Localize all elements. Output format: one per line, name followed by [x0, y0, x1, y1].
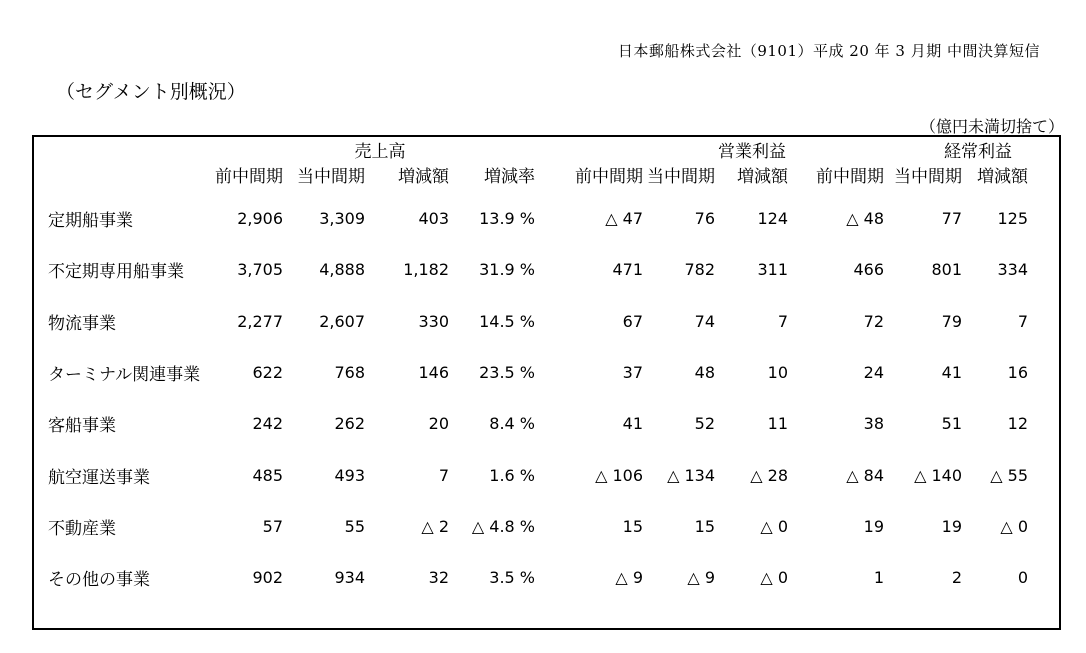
cell-o-prev: 15	[622, 516, 643, 536]
cell-o-prev: 471	[612, 260, 643, 280]
cell-o-prev: △ 47	[605, 209, 643, 229]
cell-s-prev: 622	[252, 363, 283, 383]
col-op-change: 増減額	[737, 167, 788, 187]
group-operating-income: 営業利益	[718, 142, 786, 162]
cell-s-curr: 934	[334, 568, 365, 588]
cell-o-curr: 782	[684, 260, 715, 280]
section-title: （セグメント別概況）	[56, 81, 246, 103]
segment-name: 客船事業	[48, 416, 116, 437]
cell-r-curr: 41	[941, 363, 962, 383]
cell-o-chg: 311	[757, 260, 788, 280]
cell-o-chg: △ 0	[760, 568, 788, 588]
cell-o-curr: 52	[694, 414, 715, 434]
cell-o-chg: 7	[777, 311, 788, 331]
cell-r-curr: 79	[941, 311, 962, 331]
col-sales-curr: 当中間期	[297, 167, 365, 187]
cell-s-chg: 20	[428, 414, 449, 434]
cell-r-prev: 38	[863, 414, 884, 434]
cell-r-chg: △ 55	[990, 465, 1028, 485]
cell-s-prev: 2,277	[237, 311, 283, 331]
cell-s-rate: 8.4 %	[489, 414, 535, 434]
cell-s-rate: 23.5 %	[479, 363, 535, 383]
cell-o-curr: 15	[694, 516, 715, 536]
cell-o-prev: △ 9	[615, 568, 643, 588]
cell-s-curr: 493	[334, 465, 365, 485]
cell-s-prev: 2,906	[237, 209, 283, 229]
cell-o-prev: △ 106	[595, 465, 643, 485]
table-row	[34, 347, 1059, 398]
segment-name: 物流事業	[48, 313, 116, 334]
cell-r-prev: 466	[853, 260, 884, 280]
cell-s-chg: 330	[418, 311, 449, 331]
cell-s-rate: 31.9 %	[479, 260, 535, 280]
cell-o-curr: 76	[694, 209, 715, 229]
table-row	[34, 398, 1059, 449]
cell-o-chg: △ 0	[760, 516, 788, 536]
segment-name: 定期船事業	[48, 211, 133, 232]
cell-r-prev: 1	[873, 568, 884, 588]
cell-s-chg: 32	[428, 568, 449, 588]
cell-s-curr: 262	[334, 414, 365, 434]
segment-name: その他の事業	[48, 570, 150, 591]
cell-s-prev: 485	[252, 465, 283, 485]
document-title: 日本郵船株式会社（9101）平成 20 年 3 月期 中間決算短信	[617, 42, 1040, 60]
cell-r-prev: △ 48	[846, 209, 884, 229]
col-op-curr: 当中間期	[647, 167, 715, 187]
table-row	[34, 552, 1059, 603]
cell-r-chg: 16	[1007, 363, 1028, 383]
cell-s-prev: 3,705	[237, 260, 283, 280]
cell-r-chg: 12	[1007, 414, 1028, 434]
col-sales-prev: 前中間期	[215, 167, 283, 187]
cell-s-chg: △ 2	[421, 516, 449, 536]
unit-note: （億円未満切捨て）	[919, 117, 1064, 136]
segment-name: 航空運送事業	[48, 467, 150, 488]
cell-r-curr: 2	[951, 568, 962, 588]
cell-o-chg: 124	[757, 209, 788, 229]
cell-s-chg: 1,182	[403, 260, 449, 280]
cell-r-chg: 7	[1017, 311, 1028, 331]
col-ord-curr: 当中間期	[894, 167, 962, 187]
cell-s-rate: 14.5 %	[479, 311, 535, 331]
group-ordinary-income: 経常利益	[944, 142, 1012, 162]
cell-s-curr: 4,888	[319, 260, 365, 280]
segment-table	[34, 137, 1059, 603]
cell-r-chg: 125	[997, 209, 1028, 229]
cell-s-rate: △ 4.8 %	[471, 516, 535, 536]
cell-r-curr: 801	[931, 260, 962, 280]
cell-s-curr: 768	[334, 363, 365, 383]
cell-o-chg: 10	[767, 363, 788, 383]
cell-r-prev: 24	[863, 363, 884, 383]
cell-o-curr: 48	[694, 363, 715, 383]
col-ord-change: 増減額	[977, 167, 1028, 187]
cell-r-prev: 19	[863, 516, 884, 536]
cell-s-curr: 55	[344, 516, 365, 536]
cell-o-chg: △ 28	[750, 465, 788, 485]
cell-r-chg: 334	[997, 260, 1028, 280]
segment-name: 不動産業	[48, 518, 116, 539]
cell-s-rate: 13.9 %	[479, 209, 535, 229]
segment-table-body	[34, 191, 1059, 603]
col-sales-rate: 増減率	[484, 167, 535, 187]
cell-r-curr: 19	[941, 516, 962, 536]
cell-s-curr: 3,309	[319, 209, 365, 229]
cell-o-curr: △ 9	[687, 568, 715, 588]
table-row	[34, 501, 1059, 552]
cell-r-prev: 72	[863, 311, 884, 331]
cell-s-rate: 1.6 %	[489, 465, 535, 485]
cell-r-chg: 0	[1017, 568, 1028, 588]
col-sales-change: 増減額	[398, 167, 449, 187]
cell-o-prev: 41	[622, 414, 643, 434]
group-sales: 売上高	[354, 142, 406, 162]
cell-s-chg: 7	[438, 465, 449, 485]
segment-table-frame	[32, 135, 1061, 630]
segment-name: ターミナル関連事業	[48, 365, 201, 386]
cell-r-curr: 77	[941, 209, 962, 229]
col-op-prev: 前中間期	[575, 167, 643, 187]
cell-r-curr: 51	[941, 414, 962, 434]
col-ord-prev: 前中間期	[816, 167, 884, 187]
cell-r-chg: △ 0	[1000, 516, 1028, 536]
cell-s-chg: 403	[418, 209, 449, 229]
table-row	[34, 296, 1059, 347]
cell-s-curr: 2,607	[319, 311, 365, 331]
cell-o-prev: 37	[622, 363, 643, 383]
table-row	[34, 244, 1059, 295]
table-row	[34, 449, 1059, 500]
table-row	[34, 191, 1059, 244]
cell-s-rate: 3.5 %	[489, 568, 535, 588]
cell-s-prev: 242	[252, 414, 283, 434]
cell-o-curr: 74	[694, 311, 715, 331]
segment-name: 不定期専用船事業	[48, 262, 184, 283]
cell-s-prev: 902	[252, 568, 283, 588]
column-header-row	[34, 162, 1059, 191]
cell-o-curr: △ 134	[667, 465, 715, 485]
cell-o-prev: 67	[622, 311, 643, 331]
cell-s-chg: 146	[418, 363, 449, 383]
cell-o-chg: 11	[767, 414, 788, 434]
group-header-row	[34, 137, 1059, 162]
cell-r-prev: △ 84	[846, 465, 884, 485]
cell-s-prev: 57	[262, 516, 283, 536]
cell-r-curr: △ 140	[914, 465, 962, 485]
